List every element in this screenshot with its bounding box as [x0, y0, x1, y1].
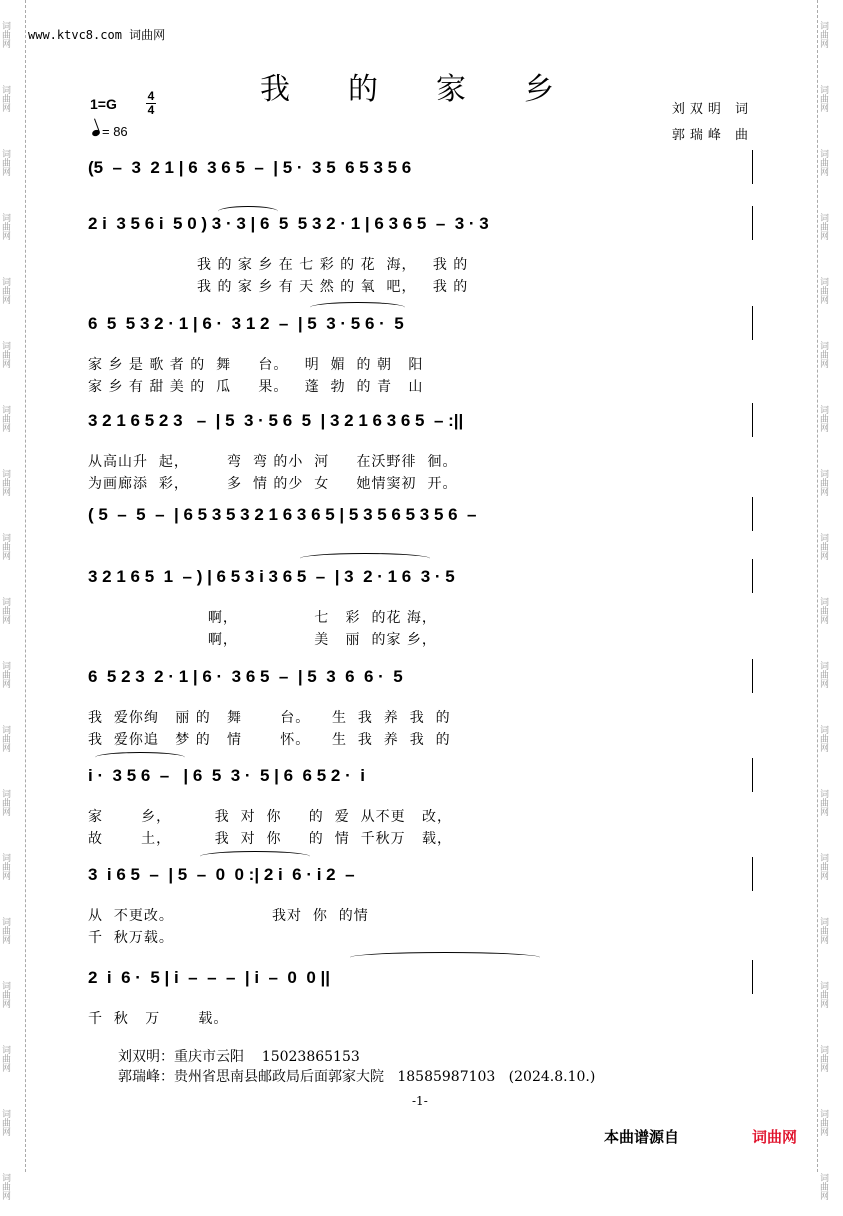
side-watermark-text: 词曲网 [818, 340, 828, 368]
right-watermark-strip [817, 0, 843, 1200]
lyric-verse-2: 故 土， 我 对 你 的 情 千秋万 载， [88, 831, 452, 847]
lyric-verse-2: 我 的 家 乡 有 天 然 的 氧 吧， 我 的 [88, 279, 469, 295]
side-watermark-text: 词曲网 [818, 212, 828, 240]
score-system [88, 766, 756, 866]
side-watermark-text: 词曲网 [0, 212, 10, 240]
lyric-verse-2: 为画廊添 彩， 多 情 的少 女 她情窦初 开。 [88, 476, 458, 492]
side-watermark-text: 词曲网 [818, 468, 828, 496]
side-watermark-text: 词曲网 [818, 1108, 828, 1136]
footer-composer-contact: 郭瑞峰：贵州省思南县邮政局后面郭家大院 18585987103 (2024.8.10.) [118, 1069, 596, 1085]
score-system [88, 865, 756, 965]
page-number: -1- [412, 1094, 428, 1108]
side-watermark-text: 词曲网 [818, 84, 828, 112]
score-system [88, 411, 756, 511]
side-watermark-text: 词曲网 [818, 852, 828, 880]
side-watermark-text: 词曲网 [818, 788, 828, 816]
notation-line: 6 5 5 3 2 · 1 | 6 · 3 1 2 – | 5 3 · 5 6 · 5 [88, 314, 409, 333]
meter-top: 4 [147, 89, 155, 103]
system-end-barline [752, 758, 753, 792]
system-end-barline [752, 150, 753, 184]
side-watermark-text: 词曲网 [0, 84, 10, 112]
side-watermark-text: 词曲网 [0, 468, 10, 496]
notation-line: (5 – 3 2 1 | 6 3 6 5 – | 5 · 3 5 6 5 3 5 6 [88, 158, 416, 177]
side-watermark-text: 词曲网 [0, 724, 10, 752]
notation-line: 2 i 6 · 5 | i – – – | i – 0 0 || [88, 968, 331, 987]
side-watermark-text: 词曲网 [818, 724, 828, 752]
left-watermark-strip [0, 0, 26, 1200]
lyric-verse-1: 从高山升 起， 弯 弯 的小 河 在沃野徘 徊。 [88, 454, 458, 470]
score-system [88, 314, 756, 414]
notation-line: 6 5 2 3 2 · 1 | 6 · 3 6 5 – | 5 3 6 6 · 5 [88, 667, 408, 686]
side-watermark-text: 词曲网 [0, 596, 10, 624]
system-end-barline [752, 559, 753, 593]
side-watermark-text: 词曲网 [0, 276, 10, 304]
side-watermark-text: 词曲网 [0, 1044, 10, 1072]
tempo-value: = 86 [102, 124, 128, 139]
side-watermark-text: 词曲网 [818, 980, 828, 1008]
lyric-verse-2: 家 乡 有 甜 美 的 瓜 果。 蓬 勃 的 青 山 [88, 379, 424, 395]
source-label: 本曲谱源自 [604, 1129, 680, 1146]
side-watermark-text: 词曲网 [0, 1108, 10, 1136]
side-watermark-text: 词曲网 [0, 660, 10, 688]
side-watermark-text: 词曲网 [0, 532, 10, 560]
system-end-barline [752, 206, 753, 240]
side-watermark-text: 词曲网 [0, 1172, 10, 1200]
lyric-verse-2: 我 爱你追 梦 的 情 怀。 生 我 养 我 的 [88, 732, 451, 748]
tempo-marking [92, 124, 128, 139]
site-watermark: www.ktvc8.com 词曲网 [28, 28, 166, 42]
lyric-verse-1: 我 的 家 乡 在 七 彩 的 花 海， 我 的 [88, 257, 469, 273]
side-watermark-text: 词曲网 [0, 980, 10, 1008]
side-watermark-text: 词曲网 [818, 148, 828, 176]
lyric-verse-1: 啊， 七 彩 的花 海， [88, 610, 437, 626]
side-watermark-text: 词曲网 [818, 660, 828, 688]
side-watermark-text: 词曲网 [818, 596, 828, 624]
system-end-barline [752, 659, 753, 693]
brand-logo-text: 词曲网 [752, 1129, 798, 1146]
time-signature [146, 90, 156, 117]
side-watermark-text: 词曲网 [818, 532, 828, 560]
system-end-barline [752, 960, 753, 994]
side-watermark-text: 词曲网 [0, 916, 10, 944]
notation-line: 3 i 6 5 – | 5 – 0 0 :| 2 i 6 · i 2 – [88, 865, 360, 884]
side-watermark-text: 词曲网 [0, 340, 10, 368]
system-end-barline [752, 306, 753, 340]
footer-lyricist-contact: 刘双明：重庆市云阳 15023865153 [118, 1049, 360, 1065]
lyric-verse-2: 啊， 美 丽 的家 乡， [88, 632, 437, 648]
composer-credit: 郭瑞峰 曲 [671, 128, 753, 143]
side-watermark-text: 词曲网 [0, 788, 10, 816]
key-signature: 1=G [90, 96, 117, 112]
lyric-verse-1: 家 乡， 我 对 你 的 爱 从不更 改， [88, 809, 452, 825]
notation-line: 3 2 1 6 5 1 – ) | 6 5 3 i 3 6 5 – | 3 2 · 1 6 3 · 5 [88, 567, 460, 586]
song-title: 我的家乡 [260, 72, 612, 107]
quarter-note-icon [91, 129, 101, 137]
lyric-verse-1: 千 秋 万 载。 [88, 1011, 229, 1027]
notation-line: ( 5 – 5 – | 6 5 3 5 3 2 1 6 3 6 5 | 5 3 5 6 5 3 5 6 – [88, 505, 482, 524]
side-watermark-text: 词曲网 [818, 1044, 828, 1072]
side-watermark-text: 词曲网 [818, 404, 828, 432]
slur-mark [300, 553, 430, 564]
notation-line: 2 i 3 5 6 i 5 0 ) 3 · 3 | 6 5 5 3 2 · 1 | 6 3 6 5 – 3 · 3 [88, 214, 494, 233]
system-end-barline [752, 497, 753, 531]
score-system [88, 214, 756, 314]
slur-mark [200, 851, 310, 862]
side-watermark-text: 词曲网 [818, 1172, 828, 1200]
notation-line: 3 2 1 6 5 2 3 – | 5 3 · 5 6 5 | 3 2 1 6 3 6 5 – :|| [88, 411, 464, 430]
meter-bottom: 4 [147, 103, 155, 117]
side-watermark-text: 词曲网 [0, 852, 10, 880]
notation-line: i · 3 5 6 – | 6 5 3 · 5 | 6 6 5 2 · i [88, 766, 370, 785]
score-system [88, 567, 756, 667]
lyric-verse-1: 从 不更改。 我对 你 的情 [88, 908, 369, 924]
lyric-verse-1: 家 乡 是 歌 者 的 舞 台。 明 媚 的 朝 阳 [88, 357, 424, 373]
system-end-barline [752, 403, 753, 437]
side-watermark-text: 词曲网 [0, 404, 10, 432]
side-watermark-text: 词曲网 [818, 276, 828, 304]
slur-mark [310, 302, 405, 313]
slur-mark [218, 206, 278, 217]
side-watermark-text: 词曲网 [0, 148, 10, 176]
slur-mark [350, 952, 540, 963]
side-watermark-text: 词曲网 [818, 916, 828, 944]
side-watermark-text: 词曲网 [0, 20, 10, 48]
slur-mark [95, 752, 185, 763]
lyricist-credit: 刘双明 词 [671, 102, 753, 117]
lyric-verse-2: 千 秋万载。 [88, 930, 174, 946]
lyric-verse-1: 我 爱你绚 丽 的 舞 台。 生 我 养 我 的 [88, 710, 451, 726]
score-system [88, 667, 756, 767]
system-end-barline [752, 857, 753, 891]
side-watermark-text: 词曲网 [818, 20, 828, 48]
